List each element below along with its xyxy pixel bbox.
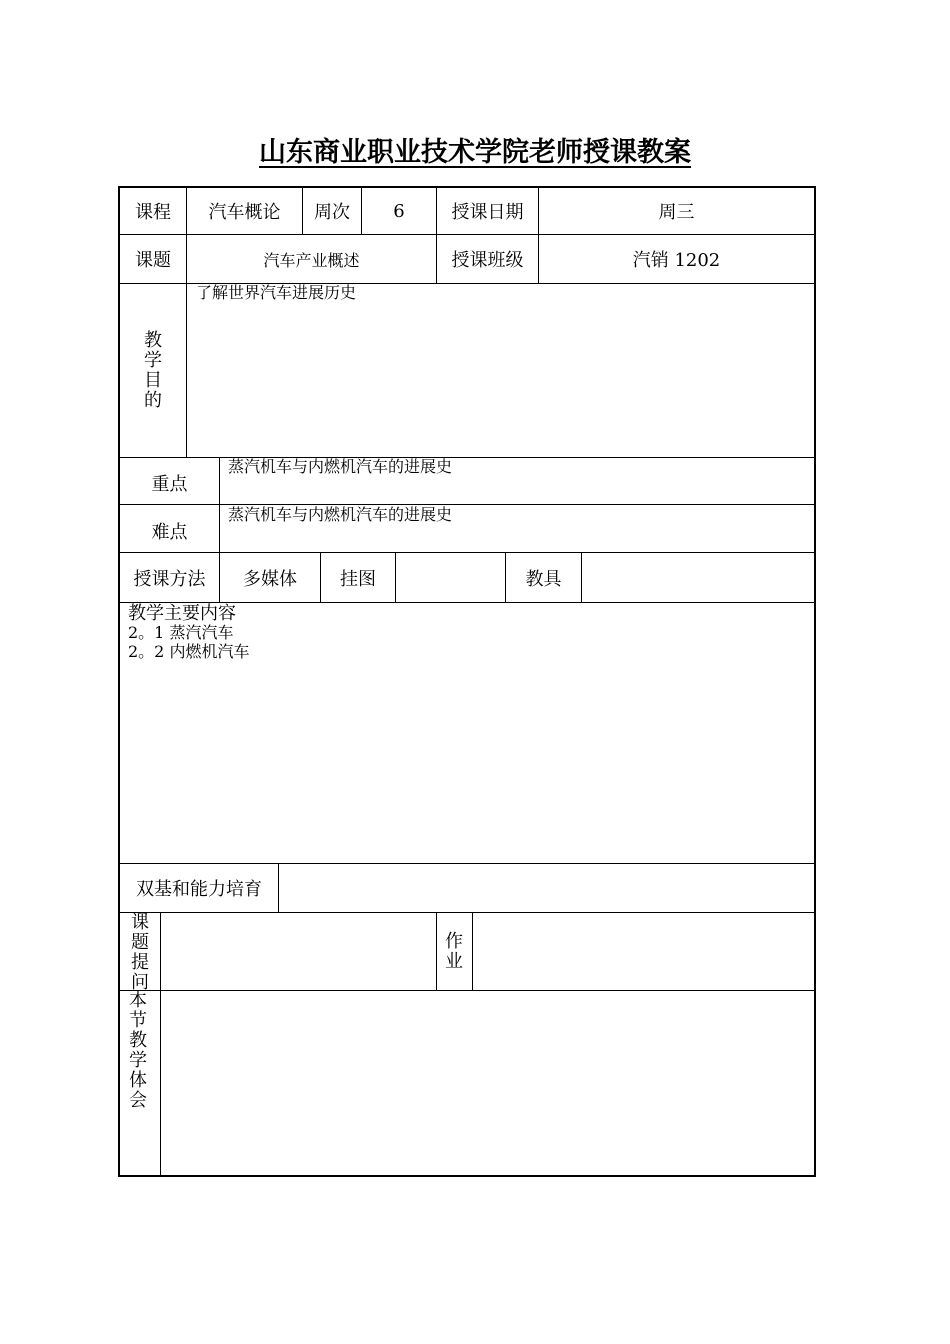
course-label: 课程 [135,202,171,223]
difficulty-value: 蒸汽机车与内燃机汽车的进展史 [228,505,453,524]
row-divider [120,912,814,913]
col-divider [278,863,279,912]
row-divider [120,990,814,991]
course-value: 汽车概论 [208,202,281,223]
content-label: 教学主要内容 [128,603,236,624]
class-label: 授课班级 [451,250,524,271]
method-tools: 教具 [525,568,562,590]
key-point-value: 蒸汽机车与内燃机汽车的进展史 [228,457,453,476]
col-divider [472,912,473,990]
training-label: 双基和能力培育 [136,879,262,900]
questions-label: 课题提问 [131,912,149,993]
col-divider [160,912,161,1175]
date-value: 周三 [658,202,695,223]
difficulty-label: 难点 [151,521,188,543]
objective-label: 教学目的 [144,330,162,411]
week-label: 周次 [314,202,350,223]
week-value: 6 [393,200,405,222]
key-point-label: 重点 [151,474,188,495]
objective-value: 了解世界汽车进展历史 [196,283,357,302]
content-item: 2。2 内燃机汽车 [128,642,250,661]
method-label: 授课方法 [133,568,206,590]
method-chart: 挂图 [340,568,376,590]
topic-value: 汽车产业概述 [263,250,360,270]
class-value: 汽销 1202 [632,250,721,271]
lesson-plan-table [118,186,816,1177]
row-divider [120,457,814,458]
homework-label: 作业 [445,931,463,972]
content-item: 2。1 蒸汽汽车 [128,623,234,642]
reflection-label: 本节教学体会 [129,990,147,1111]
method-chart-value [396,553,505,602]
topic-label: 课题 [135,250,171,271]
method-tools-value [582,553,814,602]
method-multimedia: 多媒体 [243,568,297,590]
col-divider [436,912,437,990]
date-label: 授课日期 [451,202,524,223]
row-divider [120,504,814,505]
page-title: 山东商业职业技术学院老师授课教案 [259,137,691,168]
